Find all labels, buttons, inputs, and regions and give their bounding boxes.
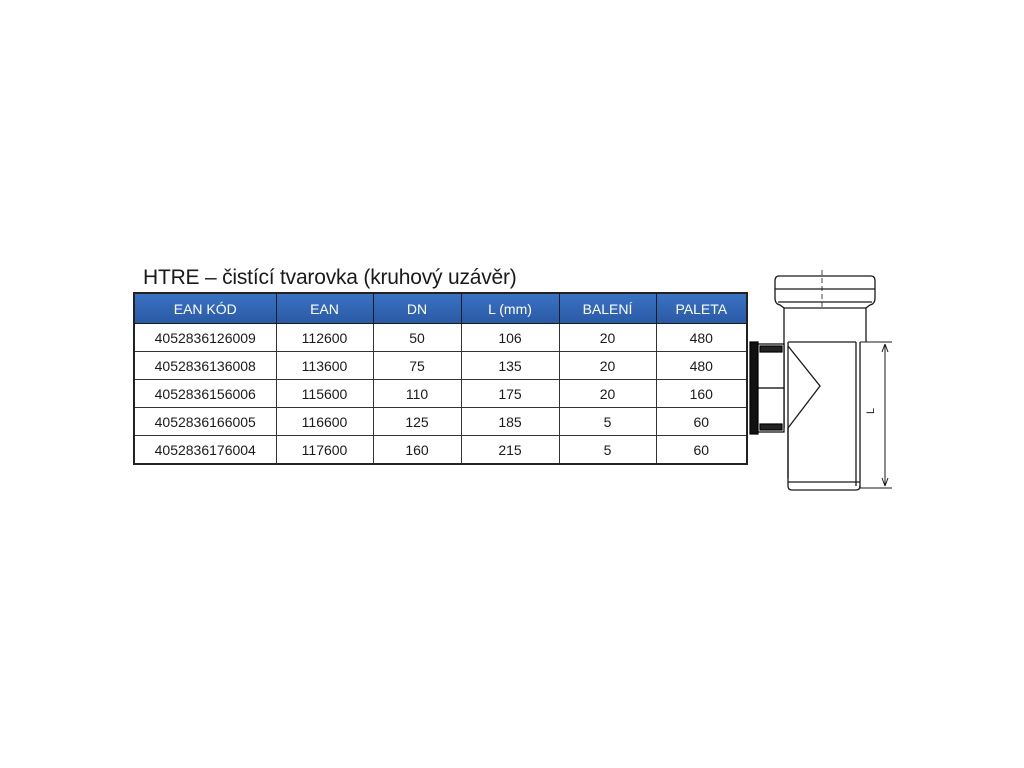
product-title: HTRE – čistící tvarovka (kruhový uzávěr): [143, 266, 517, 289]
cell-ean: 115600: [276, 380, 373, 408]
header-ean: EAN: [276, 293, 373, 324]
fitting-technical-drawing: [748, 268, 898, 498]
top-socket-outline: [775, 276, 784, 342]
cell-paleta: 160: [656, 380, 747, 408]
table-row: [134, 352, 747, 380]
cell-dn: 160: [373, 436, 461, 465]
cell-baleni: 5: [559, 436, 656, 465]
cell-dn: 125: [373, 408, 461, 436]
cell-paleta: 60: [656, 408, 747, 436]
header-ean-kod: EAN KÓD: [134, 293, 276, 324]
cell-length: 215: [461, 436, 559, 465]
cleaning-cap: [750, 342, 784, 434]
header-dn: DN: [373, 293, 461, 324]
cell-length: 135: [461, 352, 559, 380]
cell-ean: 117600: [276, 436, 373, 465]
table-row: [134, 380, 747, 408]
table-row: [134, 436, 747, 465]
table-row: [134, 324, 747, 352]
cell-baleni: 5: [559, 408, 656, 436]
cell-dn: 110: [373, 380, 461, 408]
cell-length: 185: [461, 408, 559, 436]
cell-ean-kod: 4052836166005: [134, 408, 276, 436]
cell-ean: 113600: [276, 352, 373, 380]
header-paleta: PALETA: [656, 293, 747, 324]
branch-cone: [788, 346, 820, 428]
cell-dn: 50: [373, 324, 461, 352]
cell-ean-kod: 4052836156006: [134, 380, 276, 408]
dimension-line-l: [860, 342, 892, 488]
cell-length: 175: [461, 380, 559, 408]
cell-ean: 112600: [276, 324, 373, 352]
cell-length: 106: [461, 324, 559, 352]
dimension-label: L: [865, 407, 877, 414]
header-baleni: BALENÍ: [559, 293, 656, 324]
cell-baleni: 20: [559, 324, 656, 352]
cell-paleta: 480: [656, 352, 747, 380]
cell-paleta: 480: [656, 324, 747, 352]
specification-table: [133, 292, 748, 465]
cell-dn: 75: [373, 352, 461, 380]
cell-paleta: 60: [656, 436, 747, 465]
cell-ean-kod: 4052836176004: [134, 436, 276, 465]
cell-baleni: 20: [559, 352, 656, 380]
cell-baleni: 20: [559, 380, 656, 408]
cell-ean: 116600: [276, 408, 373, 436]
table-row: [134, 408, 747, 436]
cell-ean-kod: 4052836126009: [134, 324, 276, 352]
bottom-spigot: [788, 478, 860, 490]
table-header-row: [134, 293, 747, 324]
cell-ean-kod: 4052836136008: [134, 352, 276, 380]
header-length: L (mm): [461, 293, 559, 324]
